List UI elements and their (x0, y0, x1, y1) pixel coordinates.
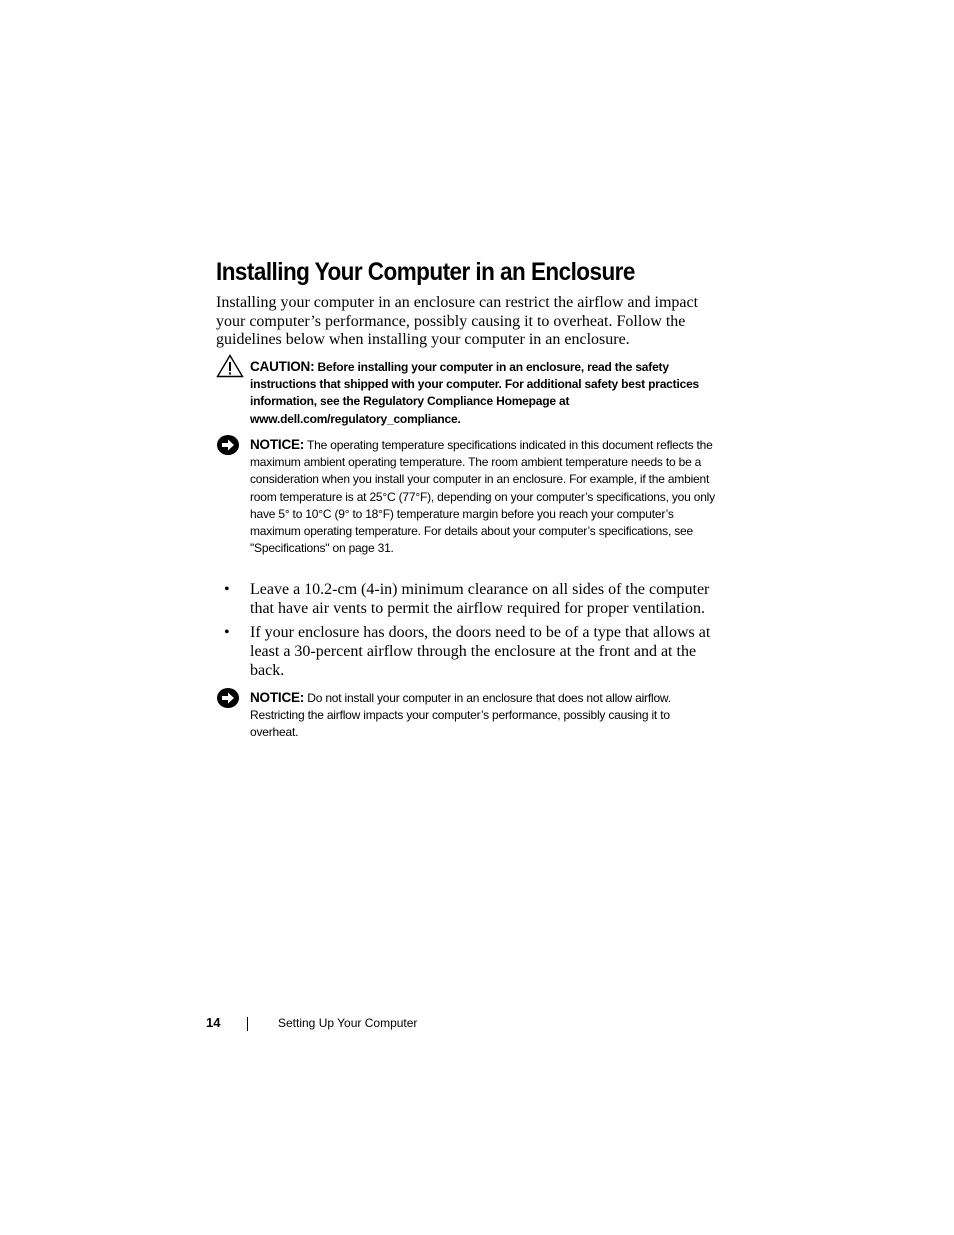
notice-text: The operating temperature specifications indicated in this document reflects the maximum ambient operating temperature. The room ambient temperature needs to be a consideration when you install your computer in an enclosure. For example, if the ambient room temperature is at 25°C (77°F), depending on your computer’s specifications, you only have 5° to 10°C (9° to 18°F) temperature margin before you reach your computer’s maximum operating temperature. For details about your computer’s specifications, see "Specifications" on page 31. (250, 438, 715, 556)
caution-label: CAUTION: (250, 359, 315, 374)
notice-temperature (250, 436, 720, 557)
bullet-marker: • (224, 624, 230, 641)
section-title: Setting Up Your Computer (278, 1016, 418, 1030)
guideline-list (216, 580, 716, 685)
list-item (216, 623, 716, 680)
caution-text: Before installing your computer in an enclosure, read the safety instructions that shipped with your computer. For additional safety best practices information, see the Regulatory Compliance Homepage at www.dell.com/regulatory_compliance. (250, 360, 700, 426)
bullet-marker: • (224, 581, 230, 598)
warning-triangle-icon (216, 354, 244, 383)
notice-airflow (250, 689, 720, 742)
page-number: 14 (206, 1015, 221, 1030)
caution-note (250, 358, 720, 428)
intro-paragraph: Installing your computer in an enclosure can restrict the airflow and impact your computer’s performance, possibly causing it to overheat. Follow the guidelines below when installing your computer in an enclosure. (216, 294, 699, 348)
notice-label: NOTICE: (250, 690, 305, 705)
notice-label: NOTICE: (250, 437, 305, 452)
list-item-text: If your enclosure has doors, the doors need to be of a type that allows at least a 30-percent airflow through the enclosure at the front and at the back. (250, 624, 711, 679)
page-heading: Installing Your Computer in an Enclosure (216, 258, 635, 286)
footer-divider (247, 1017, 248, 1031)
list-item (216, 580, 716, 618)
notice-arrow-icon (216, 687, 240, 714)
list-item-text: Leave a 10.2-cm (4-in) minimum clearance on all sides of the computer that have air vents to permit the airflow required for proper ventilation. (250, 581, 710, 617)
notice-arrow-icon (216, 434, 240, 461)
notice-text: Do not install your computer in an enclosure that does not allow airflow. Restricting the airflow impacts your computer’s performance, possibly causing it to overheat. (250, 691, 671, 740)
